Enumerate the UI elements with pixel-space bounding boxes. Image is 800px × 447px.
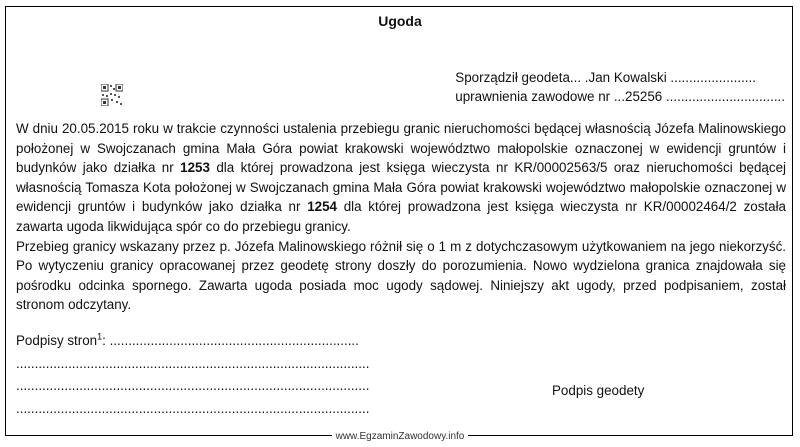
signatures-line-label: [16, 330, 369, 353]
signature-dots-4: ...............................................................................................: [16, 400, 370, 416]
document-title: Ugoda: [378, 13, 422, 29]
footnote-mark: 1: [97, 331, 103, 342]
parcel-number-1253: 1253: [180, 160, 210, 176]
qr-code-icon: [101, 84, 123, 106]
signature-dots-3: ...............................................................................................: [16, 378, 370, 393]
paragraph-1-text-b: dla której prowadzona jest księga wieczysta nr KR/00002563/5 oraz nieruchomości będącej własnością Tomasza Kota położonej w Swojczanach gmina Mała Góra powiat krakowski województwo małopolskie oznaczonej w ewidencji gruntów i budynków jako działka nr: [16, 160, 786, 215]
agreement-paragraph-1: [16, 119, 786, 237]
signatures-label: Podpisy stron: [16, 333, 98, 348]
agreement-paragraph-2: Przebieg granicy wskazany przez p. Józefa Malinowskiego różnił się o 1 m z dotychczasowym użytkowaniem na jego niekorzyść. Po wytyczeniu granicy opracowanej przez geodetę strony doszły do porozumienia. Nowo wydzielona granica znajdowała się pośrodku odcinka spornego. Zawarta ugoda posiada moc ugody sądowej. Niniejszy akt ugody, przed podpisaniem, został stronom odczytany.: [16, 238, 786, 313]
paragraph-1-text-c: dla której prowadzona jest księga wieczysta nr KR/00002464/2 została zawarta ugoda likwidująca spór co do przebiegu granicy.: [16, 199, 787, 234]
author-line-surveyor: Sporządził geodeta... .Jan Kowalski .......................: [455, 70, 756, 85]
paragraph-1-text-a: W dniu 20.05.2015 roku w trakcie czynności ustalenia przebiegu granic nieruchomości będącej własnością Józefa Malinowskiego położonej w Swojczanach gmina Mała Góra powiat krakowski województwo małopolskie oznaczonej w ewidencji gruntów i budynków jako działka nr: [16, 121, 786, 176]
footer: [0, 431, 800, 442]
signature-dots-1: : ...................................................................: [102, 333, 359, 348]
signatures-block: [16, 330, 369, 420]
signature-dots-2: ...............................................................................................: [16, 355, 370, 371]
author-block: [455, 68, 785, 106]
author-line-license: uprawnienia zawodowe nr ...25256 ................................: [455, 89, 785, 104]
geodesist-signature-label: Podpis geodety: [552, 383, 645, 398]
footer-link[interactable]: www.EgzaminZawodowy.info: [332, 431, 469, 442]
parcel-number-1254: 1254: [307, 199, 337, 215]
agreement-body: [16, 119, 786, 315]
